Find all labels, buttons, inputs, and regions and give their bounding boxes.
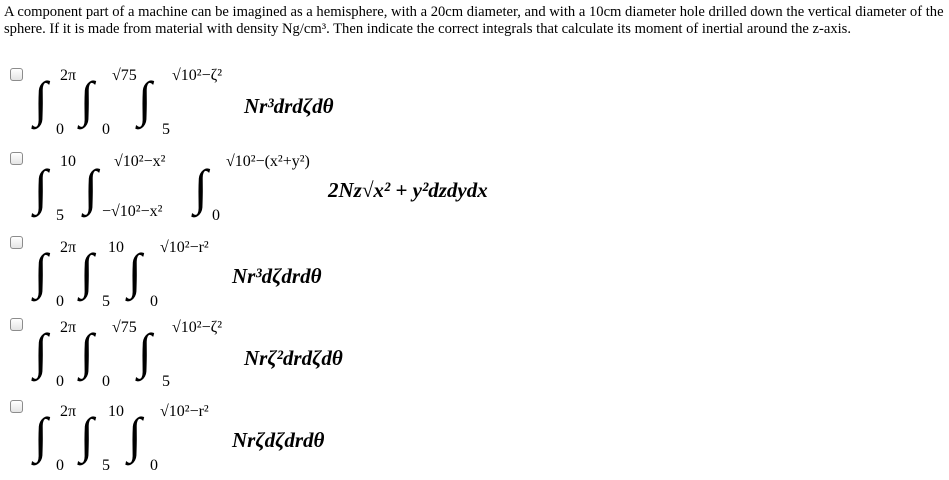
integrand: Nr³dζdrdθ [232,264,322,288]
option-5 [0,400,949,480]
integral-sign: ∫ [34,323,48,379]
option-4 [0,318,949,398]
lower-limit: 0 [150,457,158,474]
upper-limit: 10 [108,403,124,420]
upper-limit: 2π [60,239,77,256]
upper-limit: √75 [112,67,137,84]
lower-limit: −√10²−x² [102,203,163,220]
option-3-checkbox[interactable] [10,236,23,249]
upper-limit: 10 [108,239,124,256]
lower-limit: 0 [56,293,64,310]
upper-limit: √75 [112,319,137,336]
upper-limit: 2π [60,319,77,336]
lower-limit: 5 [162,373,170,390]
integral-sign: ∫ [138,323,152,379]
integral-sign: ∫ [80,71,94,127]
lower-limit: 0 [102,121,110,138]
integrand: Nr³drdζdθ [244,94,334,118]
integrand: 2Nz√x² + y²dzdydx [328,178,488,202]
lower-limit: 5 [162,121,170,138]
lower-limit: 0 [56,457,64,474]
upper-limit: 2π [60,67,77,84]
lower-limit: 0 [102,373,110,390]
lower-limit: 0 [56,121,64,138]
integral-sign: ∫ [34,159,48,215]
integral-sign: ∫ [194,159,208,215]
option-2-checkbox[interactable] [10,152,23,165]
option-2 [0,152,949,232]
upper-limit: √10²−r² [160,403,209,420]
option-1-checkbox[interactable] [10,68,23,81]
integral-sign: ∫ [34,71,48,127]
lower-limit: 5 [102,293,110,310]
lower-limit: 0 [212,207,220,224]
integrand: Nrζdζdrdθ [232,428,325,452]
integral-sign: ∫ [128,243,142,299]
lower-limit: 5 [56,207,64,224]
lower-limit: 5 [102,457,110,474]
upper-limit: √10²−r² [160,239,209,256]
lower-limit: 0 [56,373,64,390]
question-text: A component part of a machine can be imagined as a hemisphere, with a 20cm diameter, and with a 10cm diameter hole drilled down the vertical diameter of the sphere. If it is made from material with density Ng/cm³. Then indicate the correct integrals that calculate its moment of inertial around the z-axis. [4,4,944,37]
integral-sign: ∫ [138,71,152,127]
upper-limit: 2π [60,403,77,420]
option-3 [0,236,949,316]
upper-limit: 10 [60,153,76,170]
option-5-checkbox[interactable] [10,400,23,413]
integral-sign: ∫ [34,243,48,299]
lower-limit: 0 [150,293,158,310]
integral-sign: ∫ [128,407,142,463]
integrand: Nrζ²drdζdθ [244,346,343,370]
integral-sign: ∫ [34,407,48,463]
upper-limit: √10²−x² [114,153,166,170]
integral-sign: ∫ [80,407,94,463]
option-1 [0,68,949,148]
integral-sign: ∫ [84,159,98,215]
option-4-checkbox[interactable] [10,318,23,331]
upper-limit: √10²−(x²+y²) [226,153,310,170]
integral-sign: ∫ [80,243,94,299]
integral-sign: ∫ [80,323,94,379]
upper-limit: √10²−ζ² [172,67,223,84]
upper-limit: √10²−ζ² [172,319,223,336]
